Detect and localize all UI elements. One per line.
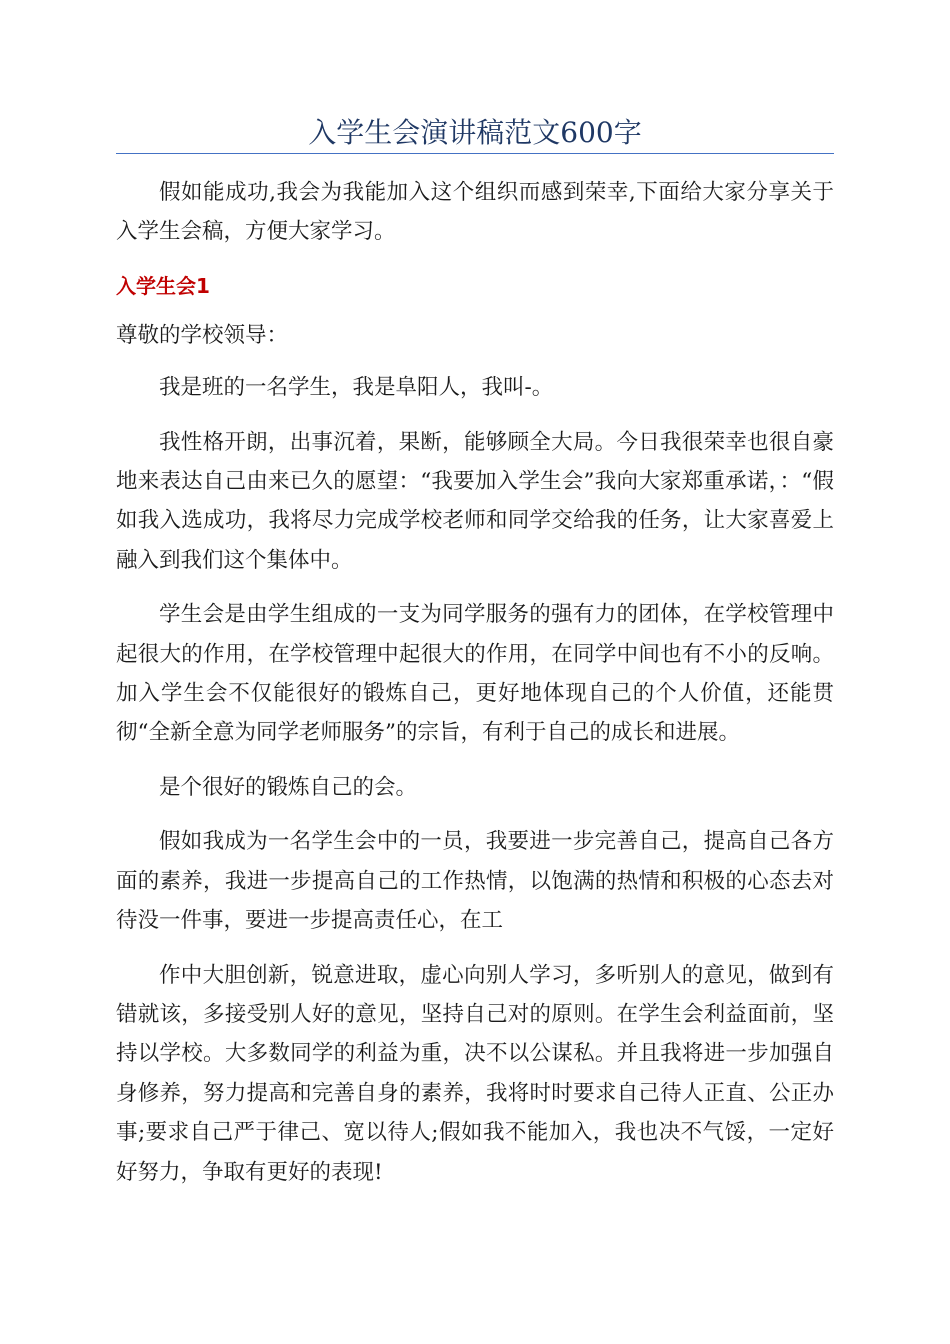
body-paragraph-6: 作中大胆创新，锐意进取，虚心向别人学习，多听别人的意见，做到有错就该，多接受别人好的意见，坚持自己对的原则。在学生会利益面前，坚持以学校。大多数同学的利益为重，决不以公谋私。并且我将进一步加强自身修养，努力提高和完善自身的素养，我将时时要求自己待人正直、公正办事;要求自己严于律己、宽以待人;假如我不能加入，我也决不气馁，一定好好努力，争取有更好的表现! (116, 962, 834, 1185)
section-heading: 入学生会1 (116, 273, 210, 298)
page-title: 入学生会演讲稿范文600字 (308, 116, 642, 149)
salutation: 尊敬的学校领导： (116, 322, 289, 348)
body-paragraph-4: 是个很好的锻炼自己的会。 (159, 774, 418, 800)
body-paragraph-1: 我是班的一名学生，我是阜阳人，我叫-。 (159, 375, 554, 401)
document-page (116, 0, 834, 1344)
title-underline (116, 153, 834, 154)
body-paragraph-5: 假如我成为一名学生会中的一员，我要进一步完善自己，提高自己各方面的素养，我进一步提高自己的工作热情，以饱满的热情和积极的心态去对待没一件事，要进一步提高责任心，在工 (116, 829, 834, 934)
body-paragraph-3: 学生会是由学生组成的一支为同学服务的强有力的团体，在学校管理中起很大的作用，在学校管理中起很大的作用，在同学中间也有不小的反响。加入学生会不仅能很好的锻炼自己，更好地体现自己的个人价值，还能贯彻“全新全意为同学老师服务”的宗旨，有利于自己的成长和进展。 (116, 602, 834, 746)
intro-paragraph: 假如能成功,我会为我能加入这个组织而感到荣幸,下面给大家分享关于入学生会稿，方便大家学习。 (116, 180, 834, 245)
body-paragraph-2: 我性格开朗，出事沉着，果断，能够顾全大局。今日我很荣幸也很自豪地来表达自己由来已久的愿望：“我要加入学生会”我向大家郑重承诺，：“假如我入选成功，我将尽力完成学校老师和同学交给我的任务，让大家喜爱上融入到我们这个集体中。 (116, 429, 834, 573)
document-body (116, 173, 834, 1192)
